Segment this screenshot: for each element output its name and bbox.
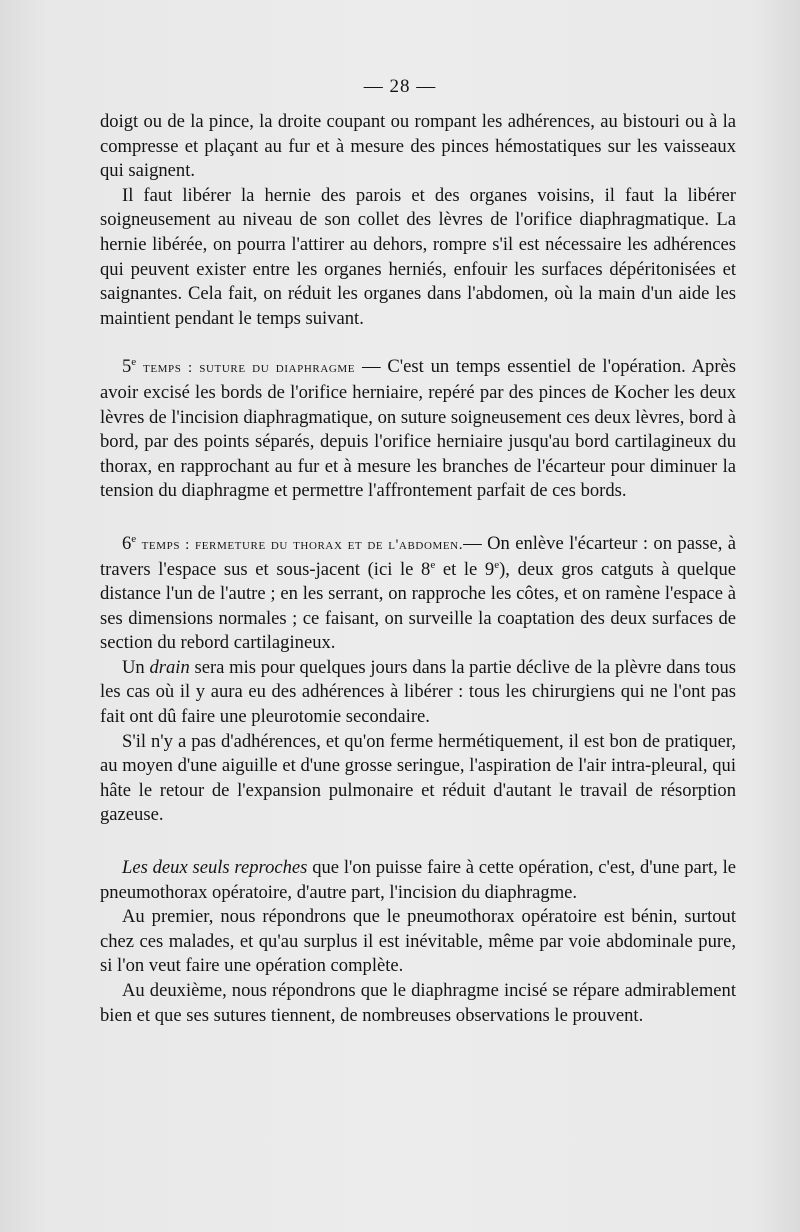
temps6-text-b: et le 9 [435,558,495,580]
drain-post: sera mis pour quelques jours dans la partie déclive de la plèvre dans tous les cas où il y aura eu des adhérences à libérer : tous les chirurgiens qui ne l'ont pas fait ont dû faire une pleurotomie secondaire. [100,656,736,728]
temps5-dash: — [355,356,388,378]
temps6-superscript: e [131,532,137,545]
aspiration-paragraph: S'il n'y a pas d'adhérences, et qu'on ferme hermétiquement, il est bon de pratiquer, au moyen d'une aiguille et d'une grosse seringue, l'aspiration de l'air intra-pleural, qui hâte le retour de l'expansion pulmonaire et réduit d'autant le travail de résorption gazeuse. [100,730,736,826]
temps6-heading: temps : fermeture du thorax et de l'abdomen. [141,536,464,553]
temps5-paragraph [100,355,736,504]
temps6-dash: — [463,532,488,554]
intro-paragraph-2: Il faut libérer la hernie des parois et des organes voisins, il faut la libérer soigneusement au niveau de son collet des lèvres de l'orifice diaphragmatique. La hernie libérée, on pourra l'attirer au dehors, rompre s'il est nécessaire les adhérences qui peuvent exister entre les organes herniés, enfouir les surfaces dépéritonisées et saignantes. Cela fait, on réduit les organes dans l'abdomen, où la main d'un aide les maintient pendant le temps suivant. [100,184,736,329]
reproches-paragraph-1 [100,856,736,905]
temps5-heading: temps : suture du diaphragme [143,360,356,377]
temps6-number: 6 [122,532,132,554]
temps6-sup-a: e [430,558,436,571]
temps6-text-c: ), deux gros catguts à quelque distance l'un de l'autre ; en les serrant, on rapproche les côtes, et on ramène l'espace à ses dimensions normales ; ce faisant, on surveille la coaptation des deux surfaces de section du rebord cartilagineux. [100,558,736,654]
temps5-superscript: e [131,356,137,369]
temps6-text-a: On enlève l'écarteur : on passe, à travers l'espace sus et sous-jacent (ici le 8 [100,532,736,580]
temps5-number: 5 [122,356,132,378]
page-body [100,110,736,1028]
page-number: — 28 — [363,76,437,97]
reproches-paragraph-3: Au deuxième, nous répondrons que le diaphragme incisé se répare admirablement bien et que ses sutures tiennent, de nombreuses observations le prouvent. [100,980,736,1026]
temps6-sup-b: e [494,558,500,571]
reproches-lead: Les deux seuls reproches [122,857,308,879]
intro-paragraph-1: doigt ou de la pince, la droite coupant ou rompant les adhérences, au bistouri ou à la compresse et plaçant au fur et à mesure des pinces hémostatiques sur les vaisseaux qui saignent. [100,111,736,182]
reproches-rest: que l'on puisse faire à cette opération, c'est, d'une part, le pneumothorax opératoire, d'autre part, l'incision du diaphragme. [100,857,736,903]
temps6-paragraph [100,532,736,656]
reproches-paragraph-2: Au premier, nous répondrons que le pneumothorax opératoire est bénin, surtout chez ces malades, et qu'au surplus il est inévitable, même par voie abdominale pure, si l'on veut faire une opération complète. [100,906,736,977]
spacer [100,828,736,856]
drain-paragraph [100,656,736,730]
temps5-text: C'est un temps essentiel de l'opération. Après avoir excisé les bords de l'orifice herniaire, repéré par des pinces de Kocher les deux lèvres de l'incision diaphragmatique, on suture soigneusement ces deux lèvres, bord à bord, par des points séparés, depuis l'orifice herniaire jusqu'au bord cartilagineux du thorax, en rapprochant au fur et à mesure les branches de l'écarteur pour diminuer la tension du diaphragme et permettre l'affrontement parfait de ces bords. [100,356,737,502]
spacer [100,504,736,532]
drain-pre: Un [122,656,150,678]
drain-word: drain [149,656,190,678]
spacer [100,331,736,355]
